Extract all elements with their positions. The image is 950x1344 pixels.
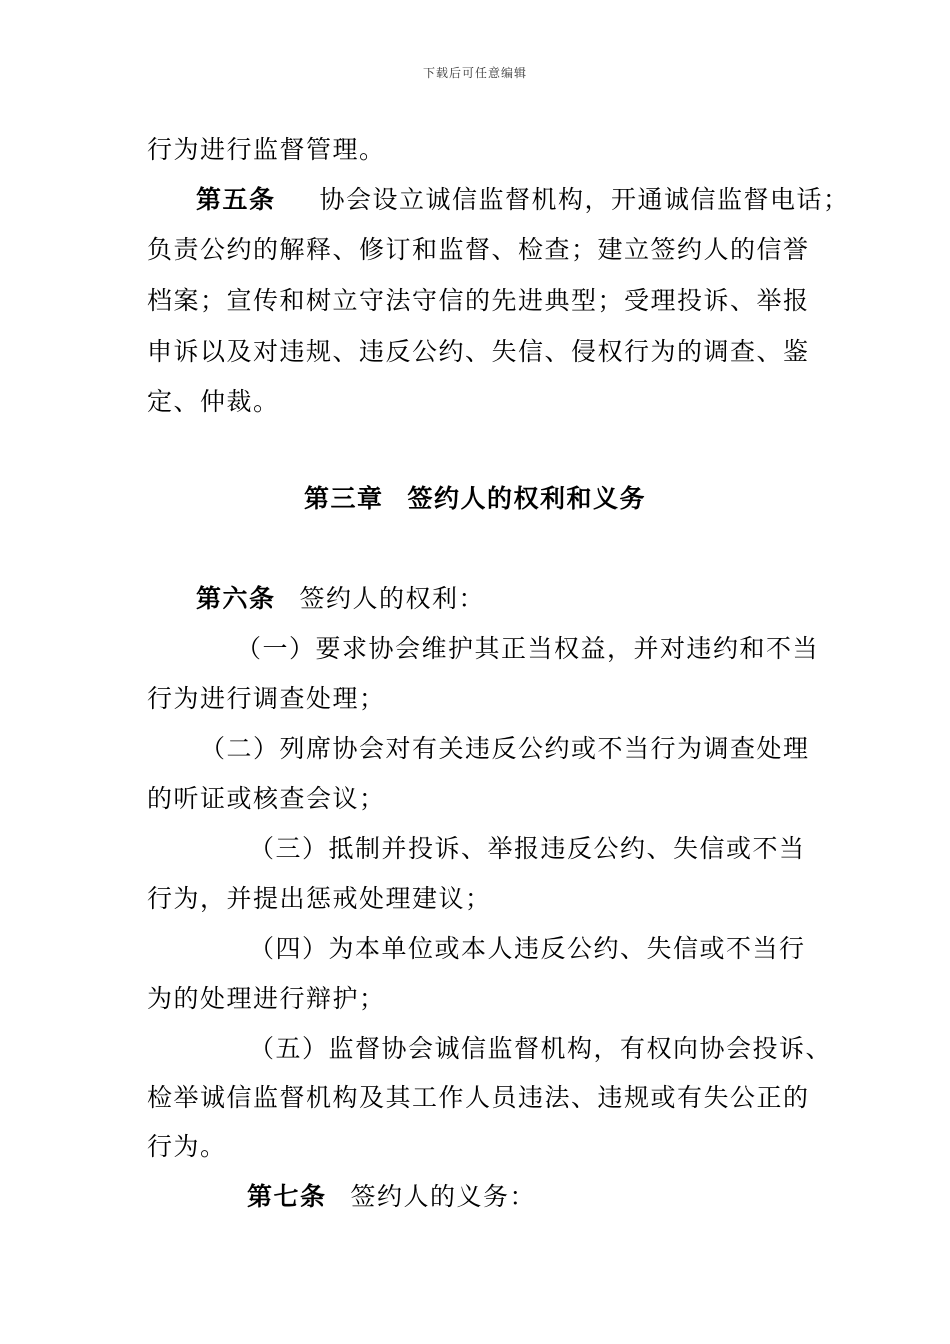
chapter-label: 第三章 xyxy=(303,484,384,513)
item-1-line-2: 行为进行调查处理； xyxy=(147,684,386,713)
chapter-heading xyxy=(0,483,950,515)
article-6-label: 第六条 xyxy=(196,584,276,613)
item-1-line-1: （一）要求协会维护其正当权益，并对违约和不当 xyxy=(236,634,820,663)
text-line: 申诉以及对违规、违反公约、失信、侵权行为的调查、鉴 xyxy=(147,337,810,366)
article-5-line-1 xyxy=(196,184,850,216)
item-5-line-3: 行为。 xyxy=(147,1132,227,1161)
item-3-line-2: 行为，并提出惩戒处理建议； xyxy=(147,884,492,913)
item-2-line-2: 的听证或核查会议； xyxy=(147,784,386,813)
text-line: 档案；宣传和树立守法守信的先进典型；受理投诉、举报 xyxy=(147,286,810,315)
item-2-line-1: （二）列席协会对有关违反公约或不当行为调查处理 xyxy=(200,734,810,763)
article-6-text: 签约人的权利： xyxy=(299,584,486,613)
text-line: 定、仲裁。 xyxy=(147,387,280,416)
chapter-title: 签约人的权利和义务 xyxy=(407,484,647,513)
article-5-text: 协会设立诚信监督机构，开通诚信监督电话； xyxy=(319,185,850,214)
article-7-line xyxy=(247,1181,536,1213)
article-5-label: 第五条 xyxy=(196,185,276,214)
article-6-line xyxy=(196,583,485,615)
article-7-label: 第七条 xyxy=(247,1182,327,1211)
item-4-line-2: 为的处理进行辩护； xyxy=(147,984,386,1013)
item-4-line-1: （四）为本单位或本人违反公约、失信或不当行 xyxy=(249,934,806,963)
text-line: 负责公约的解释、修订和监督、检查；建立签约人的信誉 xyxy=(147,235,810,264)
text-line: 行为进行监督管理。 xyxy=(147,135,386,164)
article-7-text: 签约人的义务： xyxy=(350,1182,537,1211)
item-5-line-2: 检举诚信监督机构及其工作人员违法、违规或有失公正的 xyxy=(147,1083,810,1112)
item-5-line-1: （五）监督协会诚信监督机构，有权向协会投诉、 xyxy=(249,1034,833,1063)
item-3-line-1: （三）抵制并投诉、举报违反公约、失信或不当 xyxy=(249,834,806,863)
page-header: 下载后可任意编辑 xyxy=(422,66,527,80)
